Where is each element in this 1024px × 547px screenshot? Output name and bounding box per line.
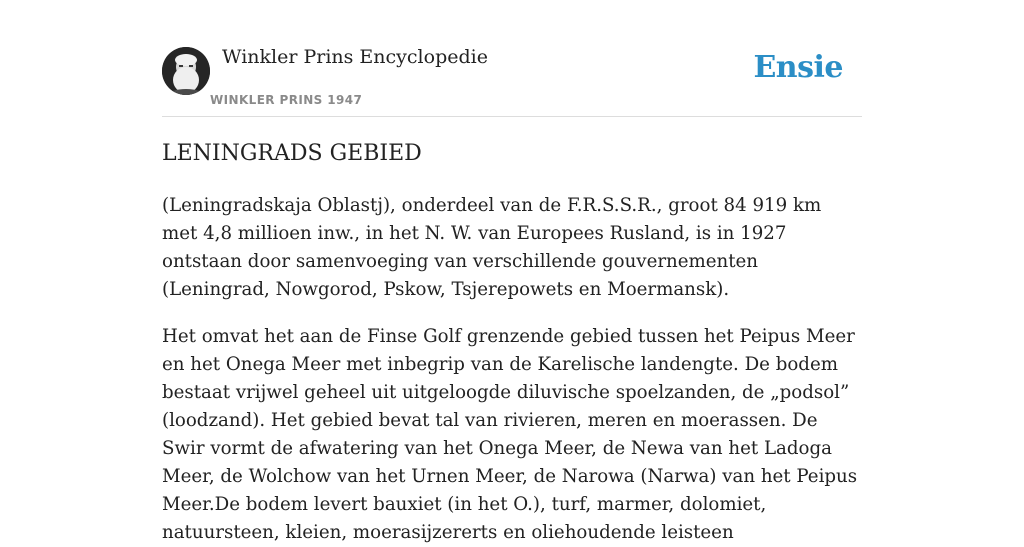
article-paragraph: (Leningradskaja Oblastj), onderdeel van de F.R.S.S.R., groot 84 919 km met 4,8 millioen inw., in het N. W. van Europees Rusland, is in 1927 ontstaan door samenvoeging van verschillende gouvernementen (Leningrad, Nowgorod, Pskow, Tsjerepowets en Moermansk). (162, 195, 822, 300)
site-name[interactable]: Winkler Prins Encyclopedie (222, 46, 488, 68)
article-title: LENINGRADS GEBIED (162, 141, 422, 166)
portrait-avatar-icon (162, 47, 210, 95)
avatar[interactable] (162, 47, 210, 95)
article-paragraph: Het omvat het aan de Finse Golf grenzende gebied tussen het Peipus Meer en het Onega Meer met inbegrip van de Karelische landengte. De bodem bestaat vrijwel geheel uit uitgeloogde diluvische spoelzanden, de „podsol” (loodzand). Het gebied bevat tal van rivieren, meren en moerassen. De Swir vormt de afwatering van het Onega Meer, de Newa van het Ladoga Meer, de Wolchow van het Urnen Meer, de Narowa (Narwa) van het Peipus Meer.De bodem levert bauxiet (in het O.), turf, marmer, dolomiet, natuursteen, kleien, moerasijzererts en oliehoudende leisteen (162, 326, 858, 543)
edition-label[interactable]: WINKLER PRINS 1947 (210, 93, 363, 107)
brand-logo[interactable]: Ensie (753, 50, 843, 85)
site-header (162, 0, 862, 117)
page (162, 0, 862, 543)
